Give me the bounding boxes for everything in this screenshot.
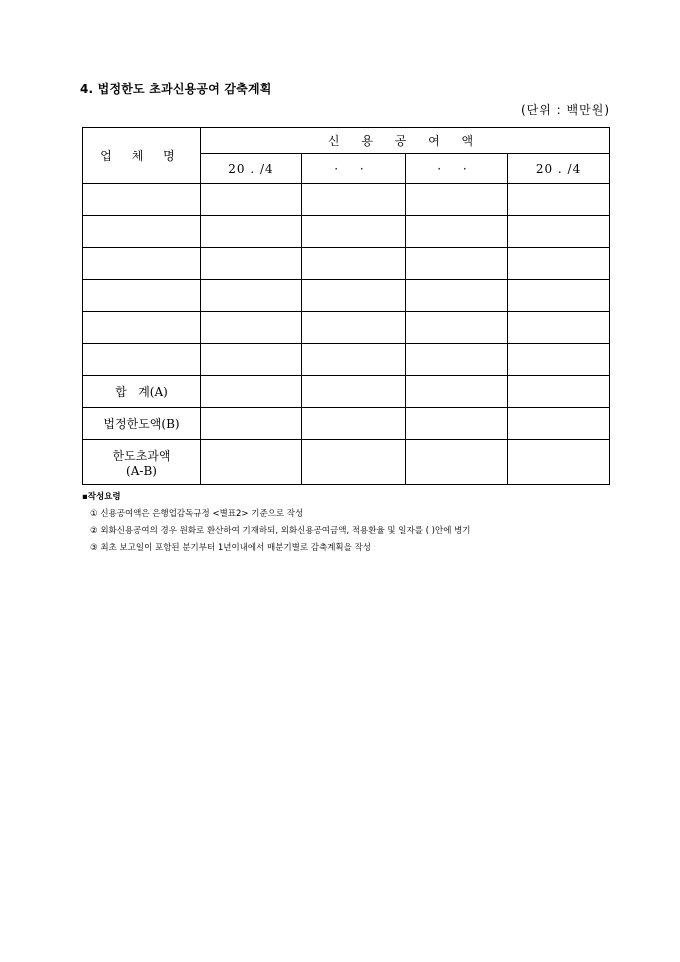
- excess-label: [83, 440, 201, 485]
- guideline-item-2: ② 외화신용공여의 경우 원화로 환산하여 기재하되, 외화신용공여금액, 적용환율 및 일자를 ( )안에 병기: [90, 526, 471, 536]
- table-cell[interactable]: [508, 440, 610, 485]
- table-cell[interactable]: [508, 312, 610, 344]
- table-header-row: [83, 128, 610, 154]
- table-cell[interactable]: [302, 216, 406, 248]
- table-row: [83, 248, 610, 280]
- table-cell[interactable]: [201, 184, 302, 216]
- table-cell[interactable]: [83, 280, 201, 312]
- table-cell[interactable]: [83, 344, 201, 376]
- guidelines-header: ▪작성요령: [82, 492, 121, 502]
- table-cell[interactable]: [508, 408, 610, 440]
- table-cell[interactable]: [406, 216, 508, 248]
- table-cell[interactable]: [201, 216, 302, 248]
- period-header-4: 20 . /4: [508, 154, 610, 184]
- table-cell[interactable]: [508, 376, 610, 408]
- table-cell[interactable]: [406, 312, 508, 344]
- period-header-2: · ·: [302, 154, 406, 184]
- credit-header: 신 용 공 여 액: [201, 128, 610, 154]
- table-cell[interactable]: [406, 440, 508, 485]
- table-cell[interactable]: [406, 344, 508, 376]
- unit-label: (단위 : 백만원): [521, 103, 610, 117]
- legal-limit-label: 법정한도액(B): [83, 408, 201, 440]
- table-cell[interactable]: [302, 280, 406, 312]
- table-cell[interactable]: [406, 184, 508, 216]
- table-row: [83, 184, 610, 216]
- table-cell[interactable]: [83, 312, 201, 344]
- table-cell[interactable]: [302, 248, 406, 280]
- writing-guidelines: [82, 490, 471, 558]
- table-cell[interactable]: [201, 248, 302, 280]
- section-title: 4. 법정한도 초과신용공여 감축계획: [80, 82, 272, 96]
- total-row: [83, 376, 610, 408]
- table-cell[interactable]: [83, 216, 201, 248]
- total-label: 합 계(A): [83, 376, 201, 408]
- table-cell[interactable]: [406, 376, 508, 408]
- table-cell[interactable]: [201, 408, 302, 440]
- guideline-item-3: ③ 최초 보고일이 포함된 분기부터 1년이내에서 매분기별로 감축계획을 작성: [90, 543, 371, 553]
- table-cell[interactable]: [83, 184, 201, 216]
- excess-row: [83, 440, 610, 485]
- table-cell[interactable]: [201, 312, 302, 344]
- table-cell[interactable]: [508, 280, 610, 312]
- table-cell[interactable]: [302, 312, 406, 344]
- table-cell[interactable]: [201, 280, 302, 312]
- period-header-1: 20 . /4: [201, 154, 302, 184]
- table-row: [83, 344, 610, 376]
- table-cell[interactable]: [406, 248, 508, 280]
- excess-label-line1: 한도초과액: [112, 448, 171, 463]
- table-cell[interactable]: [83, 248, 201, 280]
- table-cell[interactable]: [201, 376, 302, 408]
- table-cell[interactable]: [302, 344, 406, 376]
- table-cell[interactable]: [406, 280, 508, 312]
- guideline-item-1: ① 신용공여액은 은행업감독규정 <별표2> 기준으로 작성: [90, 509, 304, 519]
- excess-label-line2: (A-B): [126, 463, 157, 478]
- table-cell[interactable]: [508, 184, 610, 216]
- table-cell[interactable]: [302, 408, 406, 440]
- table-cell[interactable]: [508, 344, 610, 376]
- table-row: [83, 280, 610, 312]
- period-header-3: · ·: [406, 154, 508, 184]
- table-cell[interactable]: [508, 216, 610, 248]
- table-cell[interactable]: [302, 184, 406, 216]
- table-row: [83, 312, 610, 344]
- table-cell[interactable]: [302, 440, 406, 485]
- table-cell[interactable]: [302, 376, 406, 408]
- company-header: 업 체 명: [83, 128, 201, 184]
- table-cell[interactable]: [201, 344, 302, 376]
- table-cell[interactable]: [406, 408, 508, 440]
- table-cell[interactable]: [508, 248, 610, 280]
- legal-limit-row: [83, 408, 610, 440]
- credit-reduction-table: [82, 127, 610, 485]
- table-row: [83, 216, 610, 248]
- table-cell[interactable]: [201, 440, 302, 485]
